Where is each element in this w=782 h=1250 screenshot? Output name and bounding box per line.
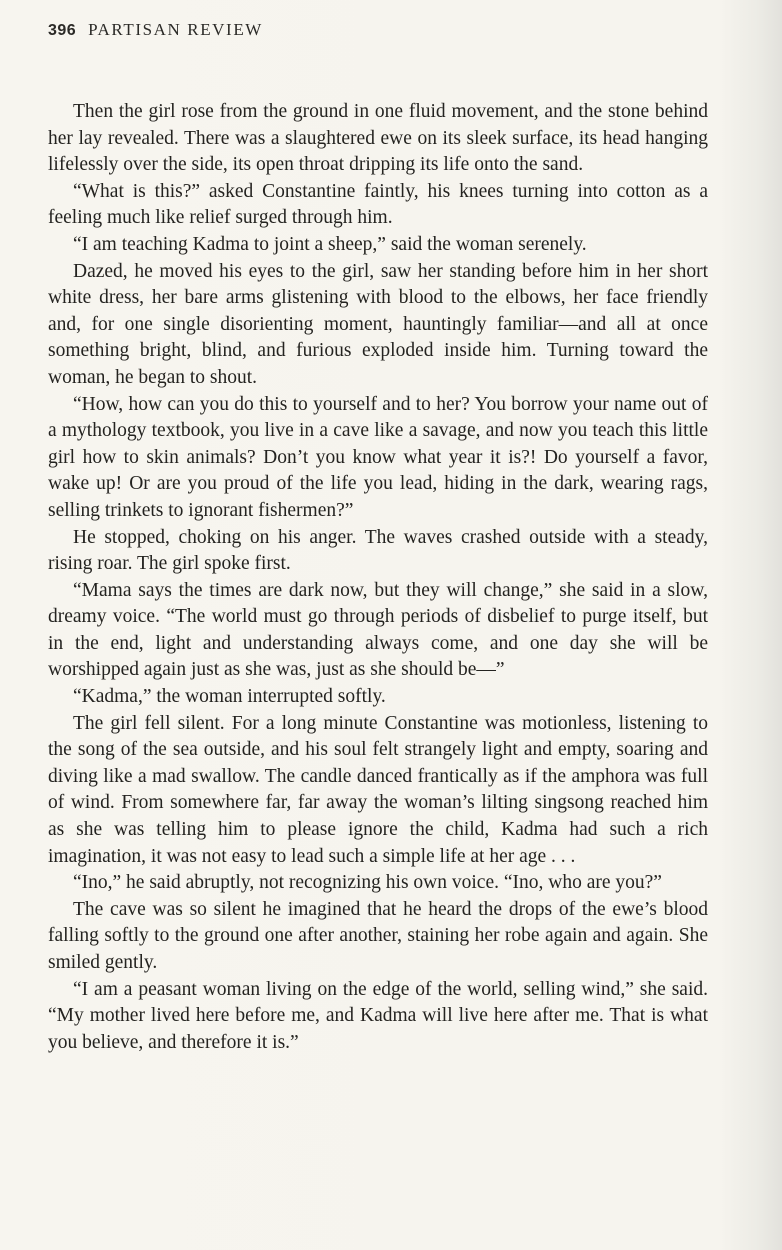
paragraph: “Kadma,” the woman interrupted softly. [73, 686, 386, 708]
paragraph: “I am a peasant woman living on the edge of the world, selling wind,” she said. “My mother lived here before me, and Kadma will live here after me. That is what you believe, and therefore it is.” [48, 978, 708, 1053]
paragraph: “Ino,” he said abruptly, not recognizing his own voice. “Ino, who are you?” [73, 872, 662, 894]
paragraph: He stopped, choking on his anger. The waves crashed outside with a steady, rising roar. The girl spoke first. [48, 526, 708, 575]
paragraph: The cave was so silent he imagined that he heard the drops of the ewe’s blood falling softly to the ground one after another, staining her robe again and again. She smiled gently. [48, 898, 708, 973]
journal-title: PARTISAN REVIEW [88, 20, 263, 39]
body-text [48, 99, 708, 1056]
paragraph: “How, how can you do this to yourself and to her? You borrow your name out of a mythology textbook, you live in a cave like a savage, and now you teach this little girl how to skin animals? Don’t you know what year it is?! Do yourself a favor, wake up! Or are you proud of the life you lead, hiding in the dark, wearing rags, selling trinkets to ignorant fishermen?” [48, 393, 708, 521]
running-head [48, 20, 263, 40]
page-number: 396 [48, 22, 77, 39]
paragraph: The girl fell silent. For a long minute Constantine was motionless, listening to the song of the sea outside, and his soul felt strangely light and empty, soaring and diving like a mad swallow. The candle danced frantically as if the amphora was full of wind. From somewhere far, far away the woman’s lilting singsong reached him as she was telling him to please ignore the child, Kadma had such a rich imagination, it was not easy to lead such a simple life at her age . . . [48, 712, 708, 867]
paragraph: “Mama says the times are dark now, but they will change,” she said in a slow, dreamy voice. “The world must go through periods of disbelief to purge itself, but in the end, light and understanding always come, and one day she will be worshipped again just as she was, just as she should be—” [48, 579, 708, 681]
paragraph: “I am teaching Kadma to joint a sheep,” said the woman serenely. [73, 233, 587, 255]
paragraph: Then the girl rose from the ground in one fluid movement, and the stone behind her lay revealed. There was a slaughtered ewe on its sleek surface, its head hanging lifelessly over the side, its open throat dripping its life onto the sand. [48, 101, 708, 176]
paragraph: Dazed, he moved his eyes to the girl, saw her standing before him in her short white dress, her bare arms glistening with blood to the elbows, her face friendly and, for one single disorienting moment, hauntingly familiar—and all at once something bright, blind, and furious exploded inside him. Turning toward the woman, he began to shout. [48, 260, 708, 388]
paragraph: “What is this?” asked Constantine faintly, his knees turning into cotton as a feeling much like relief surged through him. [48, 180, 708, 229]
